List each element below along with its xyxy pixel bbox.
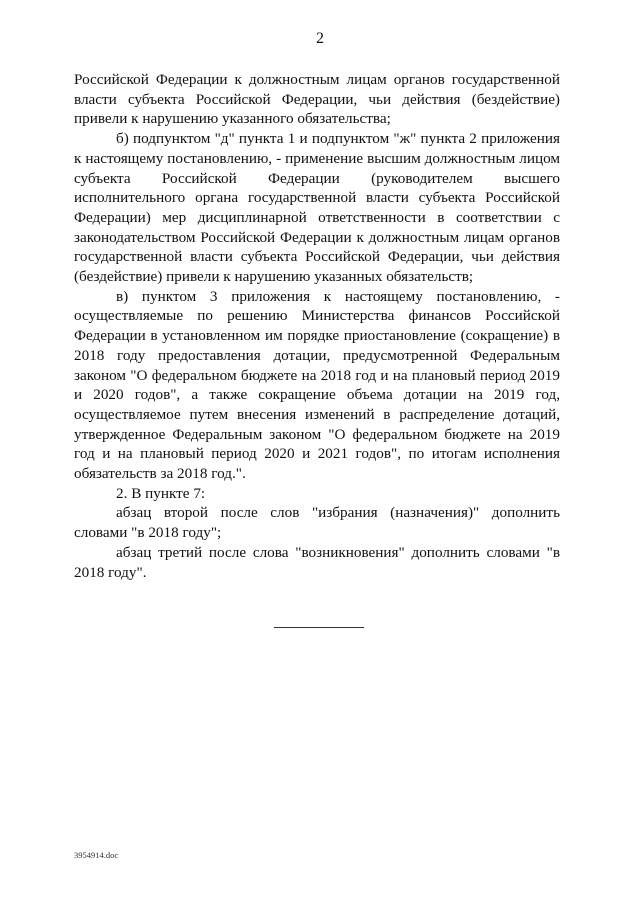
paragraph-third-abzac: абзац третий после слова "возникновения" дополнить словами "в 2018 году". bbox=[74, 543, 560, 581]
end-of-document-rule bbox=[274, 627, 364, 628]
paragraph-continuation: Российской Федерации к должностным лицам органов государственной власти субъекта Российской Федерации, чьи действия (бездействие) привели к нарушению указанного обязательства; bbox=[74, 71, 560, 128]
paragraph-subitem-b: б) подпунктом "д" пункта 1 и подпунктом "ж" пункта 2 приложения к настоящему постановлению, - применение высшим должностным лицом субъекта Российской Федерации (руководителем высшего исполнительного органа государственной власти субъекта Российской Федерации) мер дисциплинарной ответственности в соответствии с законодательством Российской Федерации к должностным лицам органов государственной власти субъекта Российской Федерации, чьи действия (бездействие) привели к нарушению указанных обязательств; bbox=[74, 130, 560, 286]
paragraph-second-abzac: абзац второй после слов "избрания (назначения)" дополнить словами "в 2018 году"; bbox=[74, 504, 560, 542]
document-file-id: 3954914.doc bbox=[74, 850, 119, 860]
page-number: 2 bbox=[316, 30, 324, 47]
paragraph-subitem-v: в) пунктом 3 приложения к настоящему постановлению, - осуществляемые по решению Министерства финансов Российской Федерации в установленном им порядке приостановление (сокращение) в 2018 году предоставления дотации, предусмотренной Федеральным законом "О федеральном бюджете на 2018 год и на плановый период 2019 и 2020 годов", а также сокращение объема дотации на 2019 год, осуществляемое путем внесения изменений в распределение дотаций, утвержденное Федеральным законом "О федеральном бюджете на 2019 год и на плановый период 2020 и 2021 годов", по итогам исполнения обязательств за 2018 год.". bbox=[74, 287, 560, 483]
paragraph-item-2: 2. В пункте 7: bbox=[116, 484, 206, 502]
document-body bbox=[74, 70, 560, 582]
